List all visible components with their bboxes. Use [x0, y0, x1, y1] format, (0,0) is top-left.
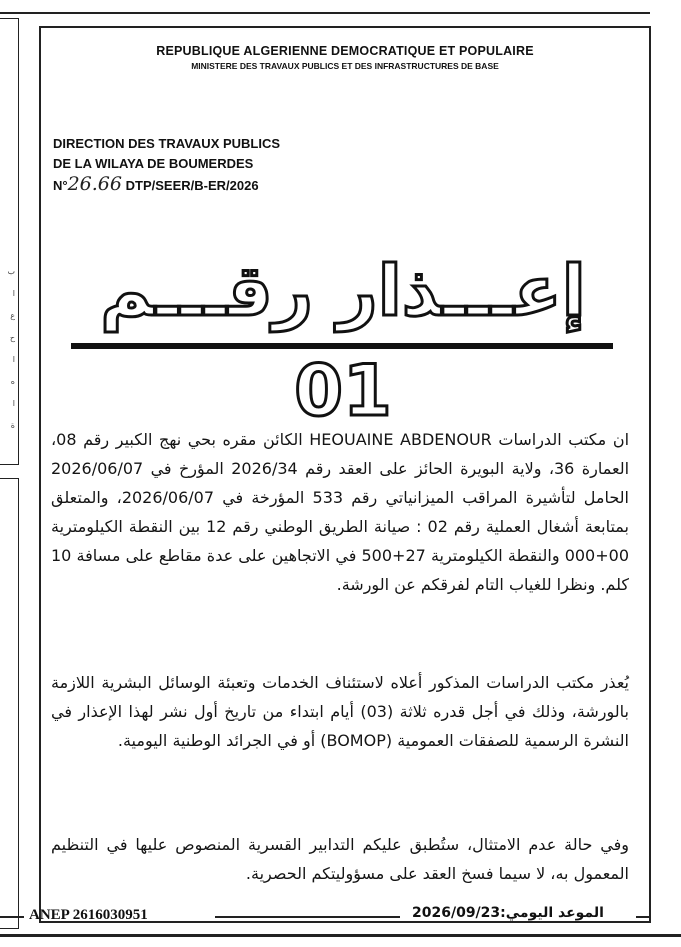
adjacent-text-fragment: ح	[9, 333, 15, 342]
notice-title: إعـــذار رقـــم 01	[100, 250, 586, 432]
title-underline	[71, 343, 613, 349]
reference-prefix: N°	[53, 178, 68, 193]
top-rule	[0, 12, 650, 14]
direction-block	[53, 134, 280, 196]
adjacent-text-fragment: ب	[7, 267, 15, 276]
adjacent-text-fragment: ا	[12, 399, 15, 408]
publication-date-value: 2026/09/23	[412, 905, 501, 921]
direction-line-2: DE LA WILAYA DE BOUMERDES	[53, 156, 254, 171]
reference-number	[53, 174, 280, 196]
adjacent-column-box	[0, 18, 19, 465]
adjacent-text-fragment: ع	[10, 311, 15, 320]
handwritten-number: 26.66	[67, 173, 122, 195]
direction-line-1: DIRECTION DES TRAVAUX PUBLICS	[53, 136, 281, 151]
bottom-rule	[0, 934, 681, 937]
reference-suffix: DTP/SEER/B-ER/2026	[125, 178, 259, 193]
publication-date	[412, 905, 604, 921]
republic-heading: REPUBLIQUE ALGERIENNE DEMOCRATIQUE ET POPULAIRE	[156, 44, 534, 58]
publication-date-label: الموعد اليومي:	[500, 905, 604, 921]
adjacent-text-fragment: ه	[10, 377, 15, 386]
footer-rule	[0, 916, 24, 918]
anep-reference: ANEP 2616030951	[29, 907, 148, 923]
footer-rule	[636, 916, 650, 918]
notice-frame	[39, 26, 651, 923]
ministry-heading: MINISTERE DES TRAVAUX PUBLICS ET DES INFRASTRUCTURES DE BASE	[191, 61, 499, 71]
notice-paragraph: ان مكتب الدراسات HEOUAINE ABDENOUR الكائن مقره بحي نهج الكبير رقم 08، العمارة 36، ولاية البويرة الحائز على العقد رقم 2026/34 المؤرخ في 2026/06/07 الحامل لتأشيرة المراقب الميزانياتي رقم 533 المؤرخة في 2026/06/07، والمتعلق بمتابعة أشغال العملية رقم 02 : صيانة الطريق الوطني رقم 12 بين النقطة الكيلومترية 00+000 والنقطة الكيلومترية 27+500 في الاتجاهين على عدة مقاطع على مسافة 10 كلم. ونظرا للغياب التام لفرقكم عن الورشة.	[51, 430, 630, 594]
adjacent-text-fragment: ا	[12, 355, 15, 364]
notice-paragraph: وفي حالة عدم الامتثال، ستُطبق عليكم التدابير القسرية المنصوص عليها في التنظيم المعمول به، لا سيما فسخ العقد على مسؤوليتكم الحصرية.	[51, 835, 629, 883]
notice-title-block	[63, 241, 623, 432]
adjacent-text-fragment: ة	[10, 421, 15, 430]
footer-rule	[215, 916, 400, 918]
adjacent-text-fragment: ا	[12, 289, 15, 298]
adjacent-column-box	[0, 478, 19, 929]
notice-paragraph: يُعذر مكتب الدراسات المذكور أعلاه لاستئناف الخدمات وتعبئة الوسائل البشرية اللازمة بالورشة، وذلك في أجل قدره ثلاثة (03) أيام ابتداء من تاريخ أول نشر لهذا الإعذار في النشرة الرسمية للصفقات العمومية (BOMOP) أو في الجرائد الوطنية اليومية.	[51, 673, 630, 750]
